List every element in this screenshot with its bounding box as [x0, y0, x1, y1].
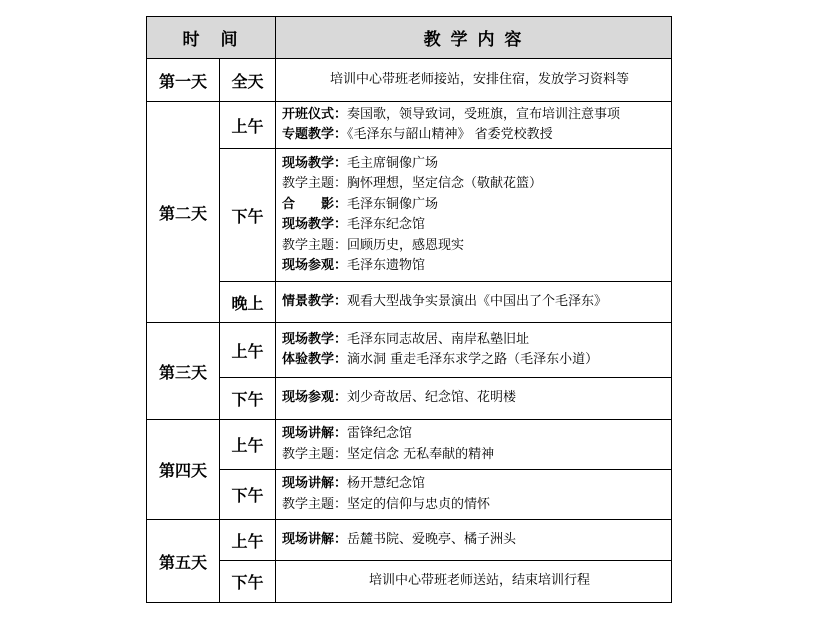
day2-eve-content: [276, 282, 672, 323]
day3-label: 第三天: [147, 323, 220, 420]
content-line: 教学主题：回顾历史，感恩现实: [282, 237, 465, 253]
day5-am-content: [276, 520, 672, 561]
content-line: 教学主题：坚定信念 无私奉献的精神: [282, 446, 495, 462]
day3-pm-row: [147, 378, 672, 420]
content-line: 现场讲解：岳麓书院、爱晚亭、橘子洲头: [282, 531, 517, 547]
day4-am-period: 上午: [220, 420, 276, 470]
day5-am-period: 上午: [220, 520, 276, 561]
day2-eve-row: [147, 282, 672, 323]
day2-pm-period: 下午: [220, 149, 276, 282]
day1-label: 第一天: [147, 59, 220, 102]
day2-label: 第二天: [147, 102, 220, 323]
content-line: 现场教学：毛主席铜像广场: [282, 155, 439, 171]
content-line: 现场参观：毛泽东遗物馆: [282, 258, 426, 273]
day2-am-period: 上午: [220, 102, 276, 149]
content-line: 合 影：毛泽东铜像广场: [282, 196, 439, 212]
day2-am-row: [147, 102, 672, 149]
day1-content: 培训中心带班老师接站，安排住宿，发放学习资料等: [276, 59, 672, 102]
day3-am-row: [147, 323, 672, 378]
header-content: 教 学 内 容: [276, 17, 672, 59]
day4-pm-row: [147, 470, 672, 520]
day5-pm-content: 培训中心带班老师送站，结束培训行程: [276, 561, 672, 603]
day5-am-row: [147, 520, 672, 561]
day5-pm-row: [147, 561, 672, 603]
day3-pm-period: 下午: [220, 378, 276, 420]
content-line: 现场讲解：雷锋纪念馆: [282, 426, 413, 441]
day1-row: [147, 59, 672, 102]
day4-pm-period: 下午: [220, 470, 276, 520]
day4-am-row: [147, 420, 672, 470]
content-line: 教学主题：胸怀理想，坚定信念（敬献花篮）: [282, 176, 543, 191]
content-line: 体验教学：滴水洞 重走毛泽东求学之路（毛泽东小道）: [282, 352, 599, 367]
content-line: 现场参观：刘少奇故居、纪念馆、花明楼: [282, 390, 517, 406]
content-line: 现场教学：毛泽东同志故居、南岸私塾旧址: [282, 331, 530, 347]
content-line: 情景教学：观看大型战争实景演出《中国出了个毛泽东》: [282, 293, 608, 309]
day2-eve-period: 晚上: [220, 282, 276, 323]
content-line: 现场讲解：杨开慧纪念馆: [282, 476, 426, 491]
day1-period: 全天: [220, 59, 276, 102]
day5-label: 第五天: [147, 520, 220, 603]
schedule-table: [146, 16, 672, 603]
header-row: [147, 17, 672, 59]
day2-am-content: [276, 102, 672, 149]
day3-am-content: [276, 323, 672, 378]
day2-pm-content: [276, 149, 672, 282]
content-line: 现场教学：毛泽东纪念馆: [282, 217, 426, 232]
day4-pm-content: [276, 470, 672, 520]
content-line: 开班仪式：奏国歌，领导致词，受班旗，宣布培训注意事项: [282, 106, 621, 122]
content-line: 教学主题：坚定的信仰与忠贞的情怀: [282, 496, 491, 512]
day5-pm-period: 下午: [220, 561, 276, 603]
day3-am-period: 上午: [220, 323, 276, 378]
day4-label: 第四天: [147, 420, 220, 520]
header-time: 时 间: [147, 17, 276, 59]
content-line: 专题教学：《毛泽东与韶山精神》 省委党校教授: [282, 127, 553, 142]
day4-am-content: [276, 420, 672, 470]
day2-pm-row: [147, 149, 672, 282]
day3-pm-content: [276, 378, 672, 420]
